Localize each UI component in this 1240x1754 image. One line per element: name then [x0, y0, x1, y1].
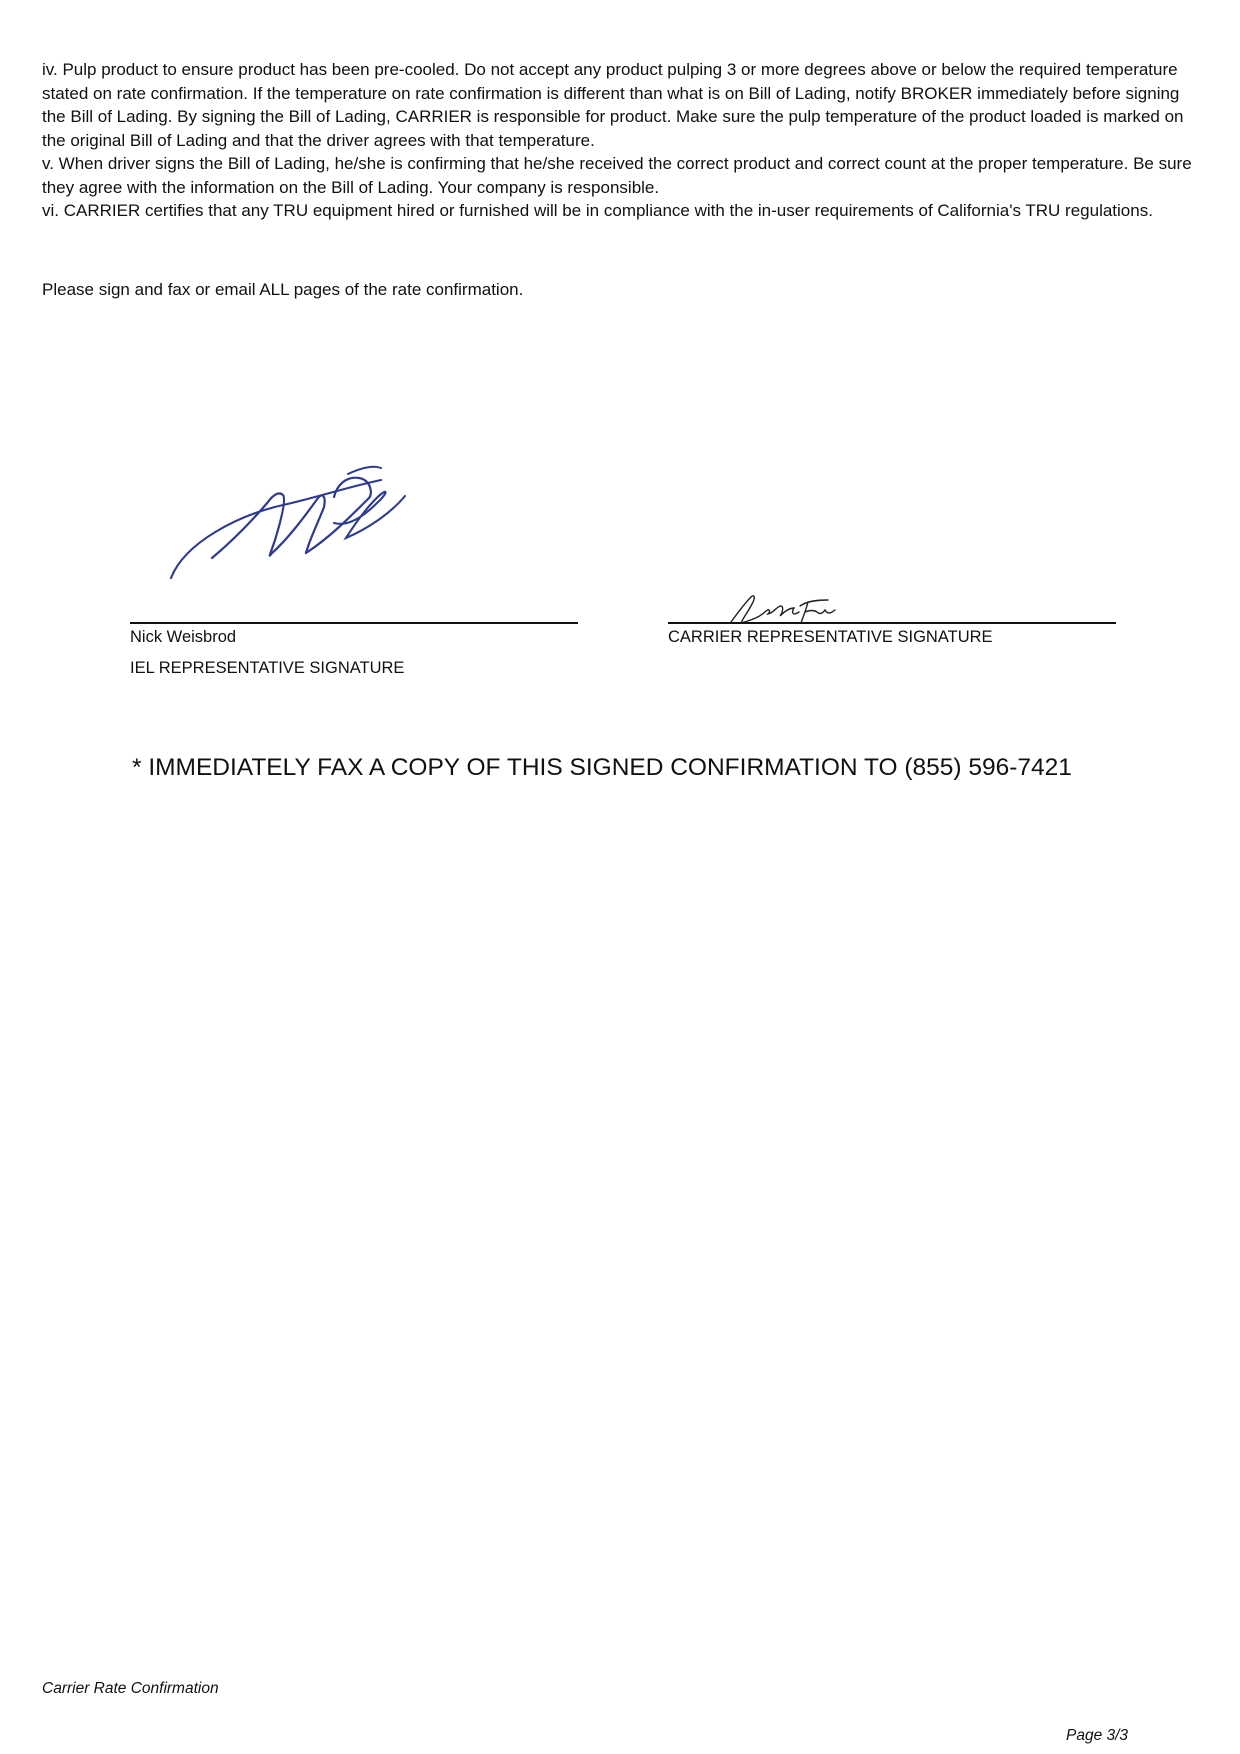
- iel-signature-line: [130, 622, 578, 624]
- terms-section: [42, 58, 1207, 223]
- carrier-handwritten-signature: [727, 592, 839, 626]
- iel-signature-label: IEL REPRESENTATIVE SIGNATURE: [130, 659, 405, 677]
- signing-instruction: Please sign and fax or email ALL pages of the rate confirmation.: [42, 280, 524, 299]
- carrier-signature-label: CARRIER REPRESENTATIVE SIGNATURE: [668, 628, 993, 646]
- iel-representative-name: Nick Weisbrod: [130, 628, 237, 646]
- iel-handwritten-signature: [165, 460, 435, 590]
- term-v-paragraph: v. When driver signs the Bill of Lading, he/she is confirming that he/she received the correct product and correct count at the proper temperature. Be sure they agree with the information on the Bill of Lading. Your company is responsible.: [42, 154, 1192, 197]
- term-iv-paragraph: iv. Pulp product to ensure product has been pre-cooled. Do not accept any product pulping 3 or more degrees above or below the required temperature stated on rate confirmation. If the temperature on rate confirmation is different than what is on Bill of Lading, notify BROKER immediately before signing the Bill of Lading. By signing the Bill of Lading, CARRIER is responsible for product. Make sure the pulp temperature of the product loaded is marked on the original Bill of Lading and that the driver agrees with that temperature.: [42, 60, 1184, 150]
- carrier-signature-line: [668, 622, 1116, 624]
- footer-document-name: Carrier Rate Confirmation: [42, 1680, 219, 1697]
- term-vi-paragraph: vi. CARRIER certifies that any TRU equipment hired or furnished will be in compliance with the in-user requirements of California's TRU regulations.: [42, 201, 1153, 220]
- fax-notice: * IMMEDIATELY FAX A COPY OF THIS SIGNED CONFIRMATION TO (855) 596-7421: [132, 754, 1072, 781]
- footer-page-number: Page 3/3: [1066, 1727, 1129, 1744]
